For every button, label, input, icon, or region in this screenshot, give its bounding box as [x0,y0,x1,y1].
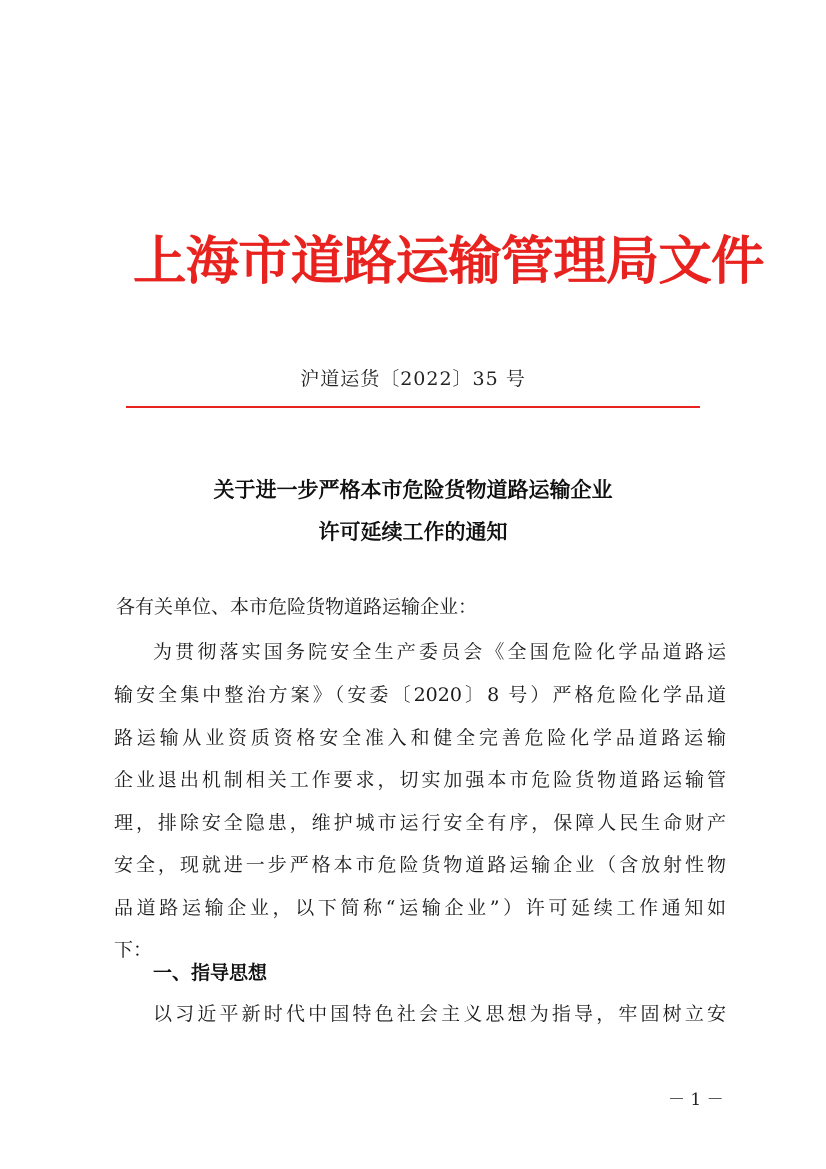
paragraph-1-line-3: 路运输从业资质资格安全准入和健全完善危险化学品道路运输 [114,727,726,749]
notice-title-line-1: 关于进一步严格本市危险货物道路运输企业 [213,478,613,502]
issuer-masthead: 上海市道路运输管理局文件 [133,231,764,292]
paragraph-1-line-6: 安全，现就进一步严格本市危险货物道路运输企业（含放射性物 [114,854,726,876]
paragraph-1-line-1: 为贯彻落实国务院安全生产委员会《全国危险化学品道路运 [153,641,726,663]
paragraph-1-line-8: 下： [114,939,153,961]
red-divider-line [126,406,700,408]
document-number: 沪道运货〔2022〕35 号 [300,368,526,390]
section-1-heading: 一、指导思想 [153,962,268,984]
paragraph-1-line-5: 理，排除安全隐患，维护城市运行安全有序，保障人民生命财产 [114,812,726,834]
paragraph-1-line-2: 输安全集中整治方案》（安委〔2020〕8 号）严格危险化学品道 [114,684,726,706]
section-1-line-1: 以习近平新时代中国特色社会主义思想为指导，牢固树立安 [153,1003,726,1025]
paragraph-1-line-7: 品道路运输企业，以下简称“运输企业”）许可延续工作通知如 [114,897,726,919]
paragraph-1-line-4: 企业退出机制相关工作要求，切实加强本市危险货物道路运输管 [114,769,726,791]
notice-title-line-2: 许可延续工作的通知 [318,520,508,544]
salutation: 各有关单位、本市危险货物道路运输企业： [116,596,478,618]
page-number: － 1 － [668,1090,724,1110]
